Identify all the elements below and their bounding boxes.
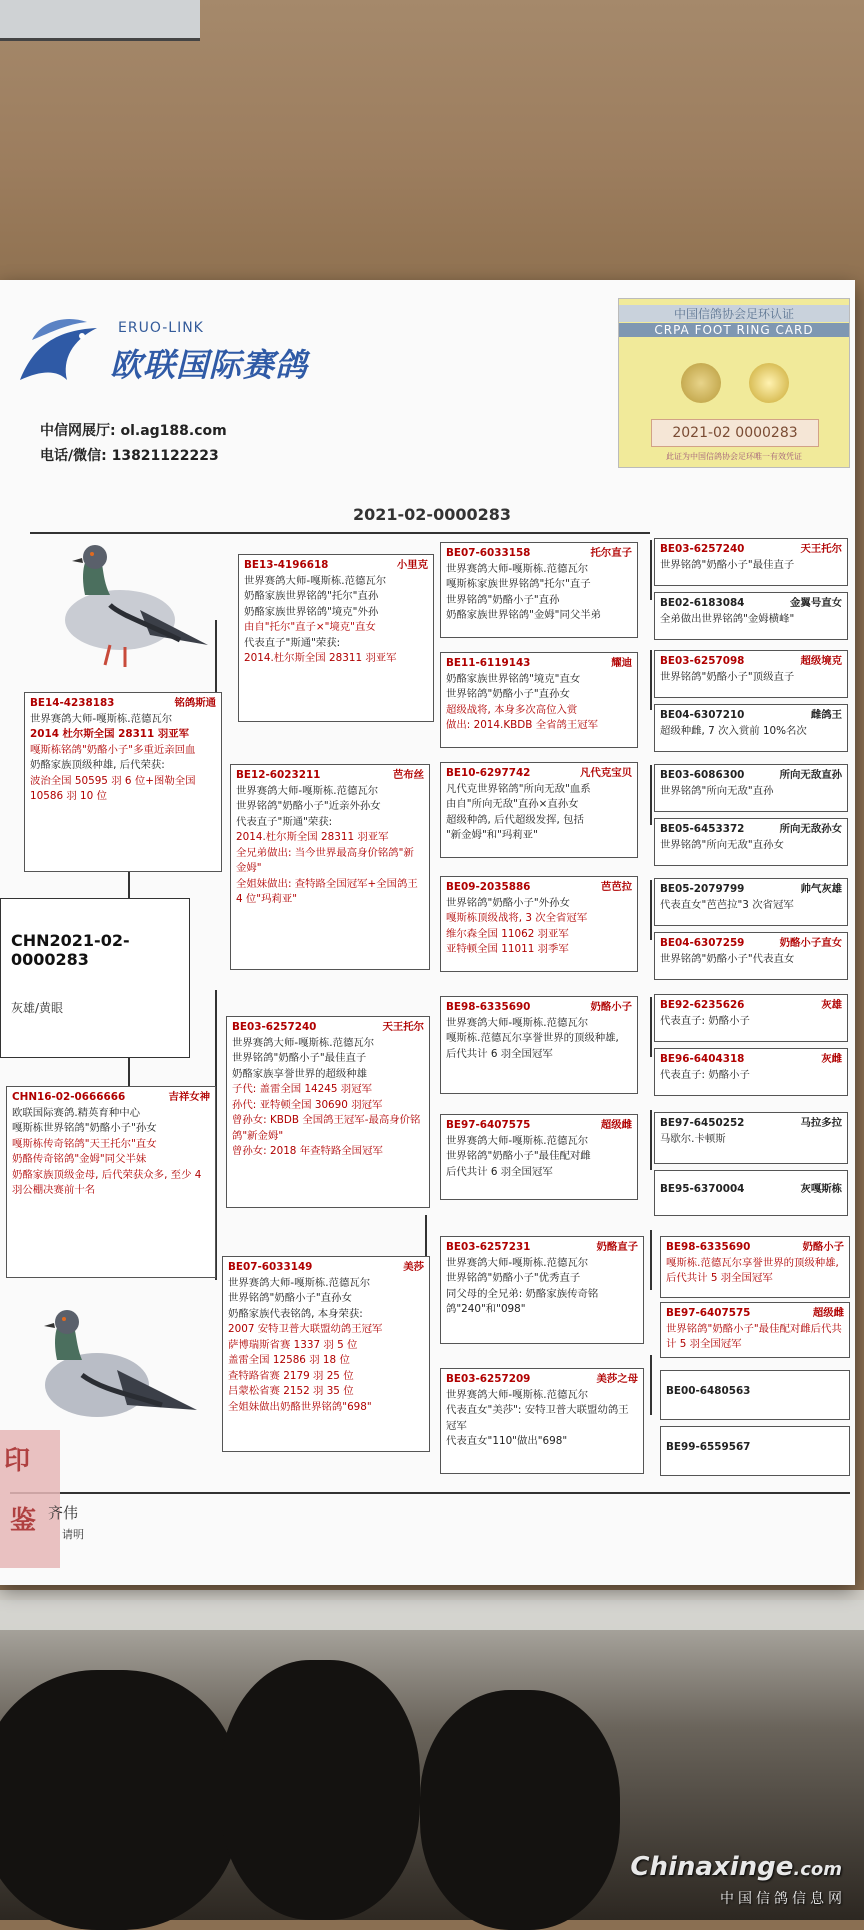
ancestor-card-11 xyxy=(654,1112,848,1164)
ancestor-text: 代表直子: 奶酪小子 xyxy=(660,1068,750,1081)
bottom-rule xyxy=(10,1492,850,1494)
grandparent-card-3 xyxy=(226,1016,430,1208)
ancestor-card-2 xyxy=(654,592,848,640)
great-grandparent-card-8 xyxy=(440,1368,644,1474)
grandparent-line: 子代: 盖雷全国 14245 羽冠军 xyxy=(232,1083,372,1095)
grandparent-line: 代表直子"斯通"荣获: xyxy=(244,636,341,649)
dam-line: 嘎斯栋世界铭鸽"奶酪小子"孙女 xyxy=(12,1122,157,1134)
sire-ring: BE14-4238183 xyxy=(30,697,115,709)
ggp-line: 代表直女"美莎": 安特卫普大联盟幼鸽王冠军 xyxy=(446,1404,629,1432)
brand-cn: 欧联国际赛鸽 xyxy=(110,346,309,384)
grandparent-line: 世界赛鸽大师-嘎斯栋.范德瓦尔 xyxy=(228,1276,371,1289)
connector xyxy=(128,872,130,900)
ancestor-name: 灰嘎斯栋 xyxy=(800,1183,842,1195)
ggp-name: 超级雌 xyxy=(600,1119,632,1131)
ggp-line: 奶酪家族世界铭鸽"境克"直女 xyxy=(446,672,581,685)
grandparent-line: 奶酪家族世界铭鸽"托尔"直孙 xyxy=(244,590,379,602)
grandparent-line: 代表直子"斯通"荣获: xyxy=(236,815,333,828)
ring-card-number: 2021-02 0000283 xyxy=(651,419,819,447)
ancestor-name: 金翼号直女 xyxy=(790,597,842,609)
ancestor-ring: BE03-6257098 xyxy=(660,655,745,667)
great-grandparent-card-7 xyxy=(440,1236,644,1344)
ancestor-ring: BE97-6450252 xyxy=(660,1117,745,1129)
connector xyxy=(128,1058,130,1086)
ancestor-text: 世界铭鸽"奶酪小子"最佳直子 xyxy=(660,558,795,571)
ring-card-footer: 此证为中国信鸽协会足环唯一有效凭证 xyxy=(666,452,802,461)
ggp-line: 维尔森全国 11062 羽亚军 xyxy=(446,927,569,940)
connector xyxy=(650,997,652,1057)
ancestor-ring: BE04-6307259 xyxy=(660,937,745,949)
ggp-line: 世界铭鸽"奶酪小子"直孙 xyxy=(446,593,560,606)
ancestor-ring: BE96-6404318 xyxy=(660,1053,745,1065)
ggp-ring: BE09-2035886 xyxy=(446,881,531,893)
ggp-ring: BE03-6257231 xyxy=(446,1241,531,1253)
great-grandparent-card-6 xyxy=(440,1114,638,1200)
ancestor-ring: BE03-6257240 xyxy=(660,543,745,555)
ancestor-ring: BE00-6480563 xyxy=(666,1385,751,1397)
great-grandparent-card-3 xyxy=(440,762,638,858)
ggp-line: 亚特顿全国 11011 羽季军 xyxy=(446,943,569,955)
ancestor-card-6 xyxy=(654,818,848,866)
ancestor-name: 马拉多拉 xyxy=(800,1117,842,1129)
grandparent-ring: BE07-6033149 xyxy=(228,1261,313,1273)
grandparent-line: 世界赛鸽大师-嘎斯栋.范德瓦尔 xyxy=(232,1036,375,1049)
ancestor-ring: BE95-6370004 xyxy=(660,1183,745,1195)
ggp-name: 芭芭拉 xyxy=(600,881,632,893)
sire-name: 铭鸽斯通 xyxy=(174,697,216,709)
ancestor-card-1 xyxy=(654,538,848,586)
ancestor-ring: BE02-6183084 xyxy=(660,597,745,609)
ancestor-text: 全弟做出世界铭鸽"金姆横峰" xyxy=(660,612,795,625)
ggp-line: 由自"所向无敌"直孙×直孙女 xyxy=(446,798,579,810)
dam-name: 吉祥女神 xyxy=(168,1091,210,1103)
signature-name: 齐伟 xyxy=(48,1504,79,1522)
ancestor-text: 嘎斯栋.范德瓦尔享誉世界的顶级种雄, 后代共计 5 羽全国冠军 xyxy=(666,1256,839,1284)
dam-line: 奶酪家族顶级金母, 后代荣获众多, 至少 4 羽公棚决赛前十名 xyxy=(12,1168,202,1196)
grandparent-line: 由自"托尔"直子×"境克"直女 xyxy=(244,621,376,633)
sire-line: 世界赛鸽大师-嘎斯栋.范德瓦尔 xyxy=(30,712,173,725)
sire-line: 奶酪家族顶级种雄, 后代荣获: xyxy=(30,759,165,771)
grandparent-line: 全姐妹做出奶酪世界铭鸽"698" xyxy=(228,1400,372,1413)
bird-logo-icon xyxy=(12,310,102,395)
ancestor-name: 超级境克 xyxy=(800,655,842,667)
ancestor-ring: BE99-6559567 xyxy=(666,1441,751,1453)
ggp-line: 世界赛鸽大师-嘎斯栋.范德瓦尔 xyxy=(446,562,589,575)
ancestor-card-3 xyxy=(654,650,848,698)
ggp-name: 托尔直子 xyxy=(590,547,632,559)
ggp-name: 奶酪小子 xyxy=(590,1001,632,1013)
ancestor-name: 灰雌 xyxy=(821,1053,842,1065)
ggp-name: 耀迪 xyxy=(611,657,632,669)
ancestor-name: 所向无敌直孙 xyxy=(779,769,842,781)
contact-phone: 电话/微信: 13821122223 xyxy=(40,448,219,464)
grandparent-card-2 xyxy=(230,764,430,970)
grandparent-line: 世界铭鸽"奶酪小子"直孙女 xyxy=(228,1292,352,1304)
ancestor-card-14 xyxy=(660,1302,850,1358)
ggp-line: 超级战将, 本身多次高位入赏 xyxy=(446,703,578,716)
signature-label: 请明 xyxy=(62,1528,84,1541)
ancestor-ring: BE97-6407575 xyxy=(666,1307,751,1319)
plastic-sleeve xyxy=(0,1590,864,1630)
ancestor-text: 代表直子: 奶酪小子 xyxy=(660,1014,750,1027)
ggp-line: 世界铭鸽"奶酪小子"最佳配对雌 xyxy=(446,1150,591,1162)
ggp-line: 世界赛鸽大师-嘎斯栋.范德瓦尔 xyxy=(446,1256,589,1269)
ancestor-card-10 xyxy=(654,1048,848,1096)
ancestor-name: 奶酪小子 xyxy=(802,1241,844,1253)
ggp-name: 奶酪直子 xyxy=(596,1241,638,1253)
grandparent-line: 世界赛鸽大师-嘎斯栋.范德瓦尔 xyxy=(236,784,379,797)
ancestor-ring: BE92-6235626 xyxy=(660,999,745,1011)
grandparent-name: 芭布丝 xyxy=(392,769,424,781)
grandparent-name: 美莎 xyxy=(403,1261,424,1273)
grandparent-line: 全兄弟做出: 当今世界最高身价铭鸽"新金姆" xyxy=(236,846,414,874)
ggp-name: 美莎之母 xyxy=(596,1373,638,1385)
grandparent-line: 奶酪家族世界铭鸽"境克"外孙 xyxy=(244,605,379,618)
ancestor-name: 雌鸽王 xyxy=(810,709,842,721)
grandparent-line: 奶酪家族享誉世界的超级种雄 xyxy=(232,1067,368,1080)
connector xyxy=(650,540,652,600)
ancestor-name: 超级雌 xyxy=(812,1307,844,1319)
grandparent-line: 2014.杜尔斯全国 28311 羽亚军 xyxy=(244,652,397,664)
pedigree-title: 2021-02-0000283 xyxy=(352,505,511,524)
ancestor-text: 世界铭鸽"所向无敌"直孙女 xyxy=(660,838,784,851)
ggp-line: 世界铭鸽"奶酪小子"优秀直子 xyxy=(446,1272,581,1284)
ancestor-name: 奶酪小子直女 xyxy=(779,937,842,949)
grandparent-line: 曾孙女: 2018 年查特路全国冠军 xyxy=(232,1145,383,1157)
grandparent-line: 世界赛鸽大师-嘎斯栋.范德瓦尔 xyxy=(244,574,387,587)
ancestor-card-15 xyxy=(660,1370,850,1420)
dam-line: 嘎斯栋传奇铭鸽"天王托尔"直女 xyxy=(12,1137,157,1150)
ggp-line: "新金姆"和"玛莉亚" xyxy=(446,829,538,841)
ggp-line: 嘎斯栋.范德瓦尔享誉世界的顶级种雄, 后代共计 6 羽全国冠军 xyxy=(446,1032,619,1060)
ggp-ring: BE11-6119143 xyxy=(446,657,531,669)
connector xyxy=(650,650,652,710)
ancestor-card-4 xyxy=(654,704,848,752)
connector xyxy=(650,880,652,940)
connector xyxy=(650,1230,652,1290)
ggp-line: 超级种鸽, 后代超级发挥, 包括 xyxy=(446,813,584,826)
dam-line: 奶酪传奇铭鸽"金姆"同父半妹 xyxy=(12,1153,147,1165)
ancestor-ring: BE04-6307210 xyxy=(660,709,745,721)
grandparent-name: 天王托尔 xyxy=(382,1021,424,1033)
grandparent-card-4 xyxy=(222,1256,430,1452)
paper-corner xyxy=(0,0,200,41)
ancestor-ring: BE05-6453372 xyxy=(660,823,745,835)
sire-pigeon-image xyxy=(40,535,210,685)
connector xyxy=(650,1355,652,1415)
title-rule xyxy=(30,532,650,534)
dam-line: 欧联国际赛鸽.精英育种中心 xyxy=(12,1106,140,1119)
ancestor-name: 帅气灰雄 xyxy=(800,883,842,895)
grandparent-ring: BE12-6023211 xyxy=(236,769,321,781)
sire-line: 嘎斯栋铭鸽"奶酪小子"多重近亲回血 xyxy=(30,743,196,756)
great-grandparent-card-5 xyxy=(440,996,638,1094)
watermark-site xyxy=(630,1852,842,1882)
ggp-line: 世界铭鸽"奶酪小子"外孙女 xyxy=(446,896,570,909)
ggp-ring: BE98-6335690 xyxy=(446,1001,531,1013)
ggp-line: 同父母的全兄弟: 奶酪家族传奇铭鸽"240"和"098" xyxy=(446,1287,599,1315)
ancestor-card-9 xyxy=(654,994,848,1042)
grandparent-line: 全姐妹做出: 查特路全国冠军+全国鸽王 4 位"玛莉亚" xyxy=(236,877,418,905)
ancestor-card-8 xyxy=(654,932,848,980)
ggp-line: 做出: 2014.KBDB 全省鸽王冠军 xyxy=(446,719,599,731)
pedigree-sheet xyxy=(0,280,855,1585)
ggp-line: 世界赛鸽大师-嘎斯栋.范德瓦尔 xyxy=(446,1388,589,1401)
ring-card-subtitle: CRPA FOOT RING CARD xyxy=(619,323,849,337)
ring-card-title: 中国信鸽协会足环认证 xyxy=(619,305,849,322)
ggp-ring: BE07-6033158 xyxy=(446,547,531,559)
grandparent-line: 世界铭鸽"奶酪小子"最佳直子 xyxy=(232,1052,367,1064)
ancestor-card-5 xyxy=(654,764,848,812)
connector xyxy=(650,1110,652,1170)
brand-en: ERUO-LINK xyxy=(118,320,204,336)
watermark-site-name: Chinaxinge xyxy=(630,1852,794,1882)
grandparent-card-1 xyxy=(238,554,434,722)
ancestor-ring: BE98-6335690 xyxy=(666,1241,751,1253)
ggp-line: 后代共计 6 羽全国冠军 xyxy=(446,1165,553,1178)
grandparent-ring: BE13-4196618 xyxy=(244,559,329,571)
ggp-line: 世界铭鸽"奶酪小子"直孙女 xyxy=(446,688,570,700)
ancestor-card-13 xyxy=(660,1236,850,1298)
ancestor-card-16 xyxy=(660,1426,850,1476)
ggp-ring: BE97-6407575 xyxy=(446,1119,531,1131)
dam-card xyxy=(6,1086,216,1278)
main-ring: CHN2021-02-0000283 xyxy=(11,931,130,969)
grandparent-line: 萨博瑞斯省赛 1337 羽 5 位 xyxy=(228,1338,358,1351)
sire-line: 波治全国 50595 羽 6 位+图勒全国 10586 羽 10 位 xyxy=(30,774,196,802)
ggp-line: 代表直女"110"做出"698" xyxy=(446,1435,568,1447)
grandparent-line: 2014.杜尔斯全国 28311 羽亚军 xyxy=(236,831,389,843)
ancestor-card-7 xyxy=(654,878,848,926)
watermark-cn: 中国信鸽信息网 xyxy=(720,1891,846,1907)
watermark-domain: .com xyxy=(793,1859,842,1880)
sire-card xyxy=(24,692,222,872)
ancestor-text: 世界铭鸽"奶酪小子"最佳配对雌后代共计 5 羽全国冠军 xyxy=(666,1322,842,1350)
ancestor-name: 灰雄 xyxy=(821,999,842,1011)
ggp-line: 世界赛鸽大师-嘎斯栋.范德瓦尔 xyxy=(446,1134,589,1147)
ancestor-text: 代表直女"芭芭拉"3 次省冠军 xyxy=(660,898,794,911)
grandparent-line: 盖雷全国 12586 羽 18 位 xyxy=(228,1354,350,1366)
medal-icon xyxy=(681,363,721,403)
sire-line: 2014 杜尔斯全国 28311 羽亚军 xyxy=(30,728,190,740)
ancestor-ring: BE05-2079799 xyxy=(660,883,745,895)
ancestor-text: 超级种雌, 7 次入赏前 10%名次 xyxy=(660,724,807,737)
grandparent-line: 吕蒙松省赛 2152 羽 35 位 xyxy=(228,1385,354,1397)
main-color: 灰雄/黄眼 xyxy=(11,1001,64,1015)
ancestor-text: 世界铭鸽"奶酪小子"顶级直子 xyxy=(660,670,795,683)
grandparent-line: 查特路省赛 2179 羽 25 位 xyxy=(228,1369,354,1382)
ggp-line: 世界赛鸽大师-嘎斯栋.范德瓦尔 xyxy=(446,1016,589,1029)
ggp-name: 凡代克宝贝 xyxy=(580,767,632,779)
contact-website: 中信网展厅: ol.ag188.com xyxy=(40,423,227,439)
background-table xyxy=(0,0,864,300)
ggp-line: 嘎斯栋顶级战将, 3 次全省冠军 xyxy=(446,912,588,924)
ancestor-card-12 xyxy=(654,1170,848,1216)
ggp-line: 嘎斯栋家族世界铭鸽"托尔"直子 xyxy=(446,578,591,590)
grandparent-line: 世界铭鸽"奶酪小子"近亲外孙女 xyxy=(236,800,381,812)
grandparent-name: 小里克 xyxy=(396,559,428,571)
ggp-line: 凡代克世界铭鸽"所向无敌"血系 xyxy=(446,782,591,795)
connector xyxy=(650,765,652,825)
main-bird-card xyxy=(0,898,190,1058)
ancestor-text: 马歇尔.卡顿斯 xyxy=(660,1132,726,1145)
ancestor-name: 天王托尔 xyxy=(800,543,842,555)
ancestor-ring: BE03-6086300 xyxy=(660,769,745,781)
red-seal-stamp: 印 鉴 xyxy=(0,1430,60,1568)
ggp-ring: BE03-6257209 xyxy=(446,1373,531,1385)
seal-icon xyxy=(749,363,789,403)
great-grandparent-card-2 xyxy=(440,652,638,748)
ggp-line: 奶酪家族世界铭鸽"金姆"同父半弟 xyxy=(446,609,602,621)
great-grandparent-card-4 xyxy=(440,876,638,972)
grandparent-line: 孙代: 亚特顿全国 30690 羽冠军 xyxy=(232,1098,383,1111)
ancestor-text: 世界铭鸽"所向无敌"直孙 xyxy=(660,784,774,797)
ggp-ring: BE10-6297742 xyxy=(446,767,531,779)
ancestor-name: 所向无敌孙女 xyxy=(779,823,842,835)
grandparent-line: 曾孙女: KBDB 全国鸽王冠军-最高身价铭鸽"新金姆" xyxy=(232,1114,421,1142)
grandparent-line: 2007 安特卫普大联盟幼鸽王冠军 xyxy=(228,1323,383,1335)
ring-card xyxy=(618,298,850,468)
great-grandparent-card-1 xyxy=(440,542,638,638)
dam-pigeon-image xyxy=(22,1300,202,1450)
ancestor-text: 世界铭鸽"奶酪小子"代表直女 xyxy=(660,952,795,965)
grandparent-ring: BE03-6257240 xyxy=(232,1021,317,1033)
dam-ring: CHN16-02-0666666 xyxy=(12,1091,126,1103)
grandparent-line: 奶酪家族代表铭鸽, 本身荣获: xyxy=(228,1307,363,1320)
